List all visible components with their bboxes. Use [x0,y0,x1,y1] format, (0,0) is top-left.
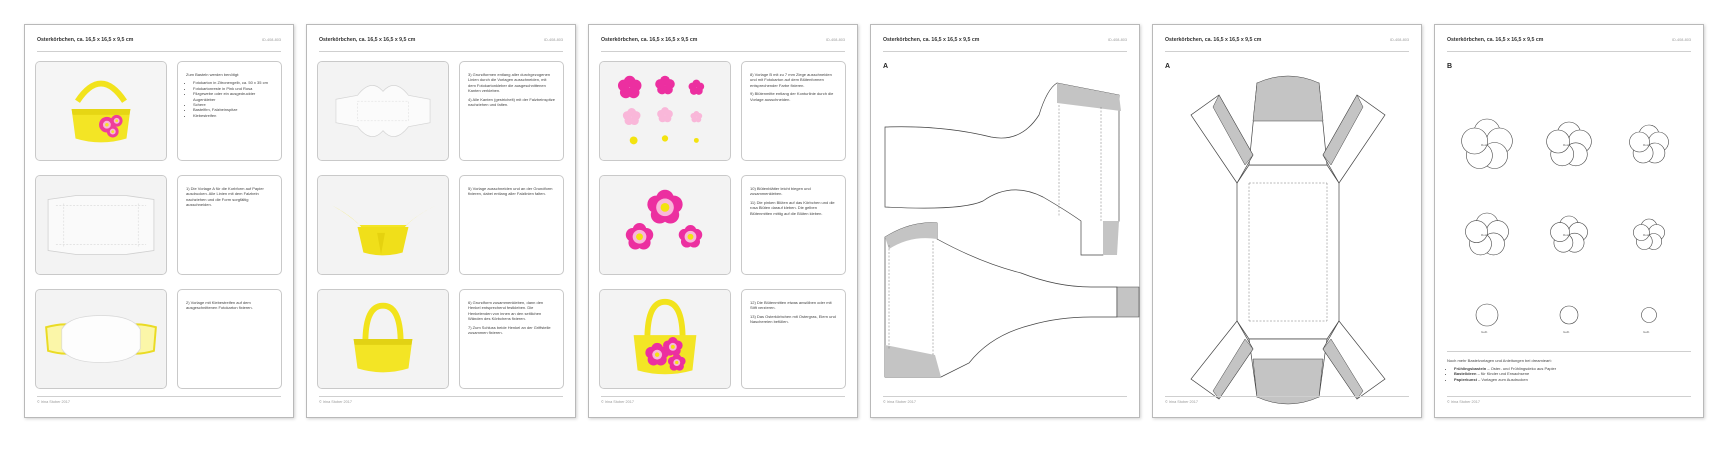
page-code: ID-408-803 [262,38,281,42]
page-header [319,37,563,52]
notes-item-text: – Oster- und Frühlingsdeko aus Papier [1487,365,1557,371]
photo-decorated-basket [599,289,731,389]
step-text: 2) Vorlage mit Klebestreifen auf dem ausgeschnittenen Fotokarton fixieren. [186,300,253,311]
flower-label: Rosa [1643,143,1651,147]
step-text: 11) Die pinken Blüten auf das Körbchen und die rosa Blüten darauf kleben. Die gelben Blütenmitten mittig auf die Blüten kleben. [750,199,835,216]
step-text: 12) Die Blütenmitten etwas anwölben oder mit Stift verzieren. [750,300,832,311]
page-header [601,37,845,52]
step-text: 6) Grundform zusammenkleben, dann den Henkel entsprechend festkleben. Die Henkelenden von innen an den seitlichen Wänden des Körbchens fixieren. [468,300,544,322]
page-code: ID-408-803 [826,38,845,42]
page-2 [306,24,576,418]
flower-label: Rosa [1563,233,1571,237]
copyright: © Irina Stober 2017 [601,400,634,404]
step-text: 10) Blütenblätter leicht biegen und zusammenkleben. [750,186,811,197]
materials-item: • Bastelfirn, Falzbeinspitze [193,107,273,112]
page-code: ID-408-803 [1108,38,1127,42]
step-text: 8) Vorlage B mit zu 7 mm Ziege ausschneiden und mit Fotokarton auf dem Blütenformen entsprechender Farbe fixieren. [750,72,832,88]
page-3 [588,24,858,418]
step-5-text-box [459,175,564,275]
photo-flower-cutouts [599,61,731,161]
page-footer [601,396,845,407]
notes-item-title: Frühlingsbasteln [1454,365,1487,371]
photo-template-printout [35,175,167,275]
materials-item: • Fotokartonreste in Pink und Rosa [193,86,273,91]
step-8-9-text-box [741,61,846,161]
page-6 [1434,24,1704,418]
page-header [37,37,281,52]
step-text: 1) Die Vorlage A für die Korbform auf Papier ausdrucken. Alle Linien mit dem Falzbein nachziehen und die Form sorgfältig ausschneiden. [186,186,264,208]
photo-finished-basket [35,61,167,161]
copyright: © Irina Stober 2017 [37,400,70,404]
page-footer [1165,396,1409,407]
flower-label: Rosa [1481,233,1489,237]
circle-label: Gelb [1563,330,1570,334]
photo-assembled-flowers [599,175,731,275]
notes-item-text: – Vorlagen zum Ausdrucken [1478,376,1528,382]
notes-intro: Noch mehr Bastelvorlagen und Anleitungen bei dreamieart: [1447,358,1552,363]
materials-intro: Zum Basteln werden benötigt: [186,72,240,77]
photo-cut-white-shape [317,61,449,161]
flower-label: Rosa [1481,143,1489,147]
step-3-4-text-box [459,61,564,161]
copyright: © Irina Stober 2017 [319,400,352,404]
page-footer [319,396,563,407]
page-title: Osterkörbchen, ca. 16,5 x 16,5 x 9,5 cm [883,37,980,43]
page-5 [1152,24,1422,418]
step-2-text-box [177,289,282,389]
page-title: Osterkörbchen, ca. 16,5 x 16,5 x 9,5 cm [601,37,698,43]
page-code: ID-408-803 [544,38,563,42]
page-code: ID-408-803 [1672,38,1691,42]
notes-item-text: – für Kinder und Erwachsene [1477,371,1530,377]
flower-label: Rosa [1643,233,1651,237]
page-title: Osterkörbchen, ca. 16,5 x 16,5 x 9,5 cm [1447,37,1544,43]
template-section-label: A [1165,63,1171,70]
materials-item: • Klebestreifen [193,113,273,118]
template-a-handle-shapes [871,25,1141,419]
notes-list [1447,366,1691,383]
notes-item [1454,377,1691,383]
photo-assembled-basket [317,289,449,389]
notes-item-title: Papierkunst [1454,376,1477,382]
photo-folded-yellow-shape [317,175,449,275]
step-text: 4) Alle Kanten (gestrichelt) mit der Falzbeinspitze nachziehen und falten. [468,96,555,108]
copyright: © Irina Stober 2017 [883,400,916,404]
step-text: 9) Blütenmitte entlang der Konturlinie durch die Vorlage ausschneiden. [750,91,834,102]
template-section-label: B [1447,63,1453,70]
page-footer [1447,396,1691,407]
page-footer [37,396,281,407]
materials-item: • Schere [193,102,273,107]
step-6-7-text-box [459,289,564,389]
step-text: 13) Das Osterkörbchen mit Ostergras, Eiern und Naschereien befüllen. [750,313,836,325]
materials-item: • Filzgewebe oder ein ausgedruckter Augenkleber [193,91,273,102]
materials-text-box [177,61,282,161]
step-1-text-box [177,175,282,275]
page-1 [24,24,294,418]
more-templates-notes [1447,351,1691,382]
page-code: ID-408-803 [1390,38,1409,42]
page-title: Osterkörbchen, ca. 16,5 x 16,5 x 9,5 cm [1165,37,1262,43]
materials-item: • Fotokarton in Zitronengelb, ca. 50 x 35 cm [193,80,273,85]
page-title: Osterkörbchen, ca. 16,5 x 16,5 x 9,5 cm [319,37,416,43]
materials-list [186,80,273,118]
notes-item-title: Bastelideen [1454,371,1477,377]
flower-label: Rosa [1563,143,1571,147]
copyright: © Irina Stober 2017 [1447,400,1480,404]
circle-label: Gelb [1481,330,1488,334]
step-text: 5) Vorlage ausschneiden und an der Grundform fixieren, dabei entlang aller Falzlinien falten. [468,186,553,197]
step-text: 7) Zum Schluss beide Henkel an der Griffstelle zusammen fixieren. [468,324,551,336]
template-a-basket-net [1153,25,1423,419]
circle-label: Gelb [1643,330,1650,334]
page-4 [870,24,1140,418]
step-text: 3) Grundformen entlang aller durchgezogenen Linien durch die Vorlagen ausschneiden, mit dem Fotokartonkleber die ausgeschnittenen Kanten verkleben. [468,72,551,94]
copyright: © Irina Stober 2017 [1165,400,1198,404]
template-section-label: A [883,63,889,70]
step-12-13-text-box [741,289,846,389]
photo-template-on-cardboard [35,289,167,389]
step-10-11-text-box [741,175,846,275]
page-title: Osterkörbchen, ca. 16,5 x 16,5 x 9,5 cm [37,37,134,43]
page-footer [883,396,1127,407]
